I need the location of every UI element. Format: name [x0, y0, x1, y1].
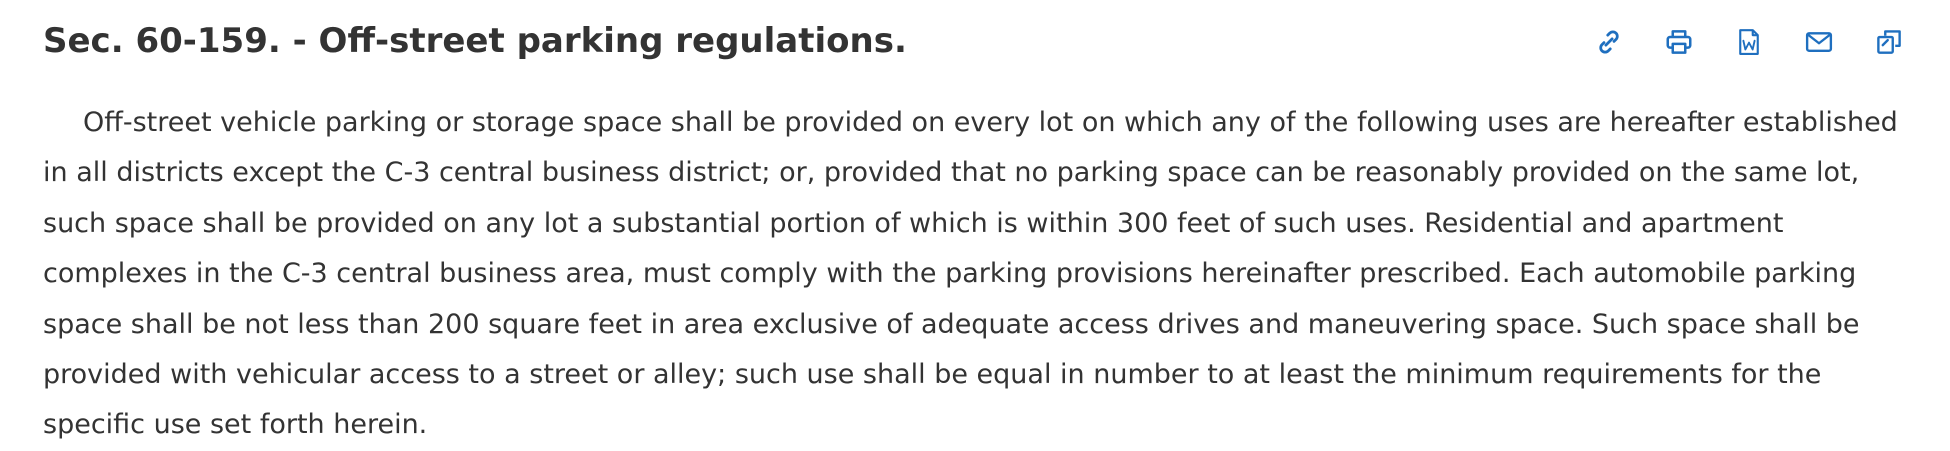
print-button[interactable]	[1661, 24, 1697, 60]
section-header	[43, 0, 1907, 82]
section-text: Off-street vehicle parking or storage space shall be provided on every lot on which any of the following uses are hereafter established in all districts except the C-3 central business district; or, provided that no parking space can be reasonably provided on the same lot, such space shall be provided on any lot a substantial portion of which is within 300 feet of such uses. Residential and apartment complexes in the C-3 central business area, must comply with the parking provisions hereinafter prescribed. Each automobile parking space shall be not less than 200 square feet in area exclusive of adequate access drives and maneuvering space. Such space shall be provided with vehicular access to a street or alley; such use shall be equal in number to at least the minimum requirements for the specific use set forth herein.	[43, 107, 1898, 441]
copy-icon	[1874, 27, 1904, 57]
email-button[interactable]	[1801, 24, 1837, 60]
print-icon	[1664, 27, 1694, 57]
copy-link-button[interactable]	[1591, 24, 1627, 60]
copy-button[interactable]	[1871, 24, 1907, 60]
code-section	[43, 0, 1907, 441]
word-document-icon	[1734, 27, 1764, 57]
section-title: Sec. 60-159. - Off-street parking regulations.	[43, 21, 907, 61]
download-word-button[interactable]	[1731, 24, 1767, 60]
section-toolbar	[1591, 24, 1907, 60]
link-icon	[1594, 27, 1624, 57]
email-icon	[1804, 27, 1834, 57]
